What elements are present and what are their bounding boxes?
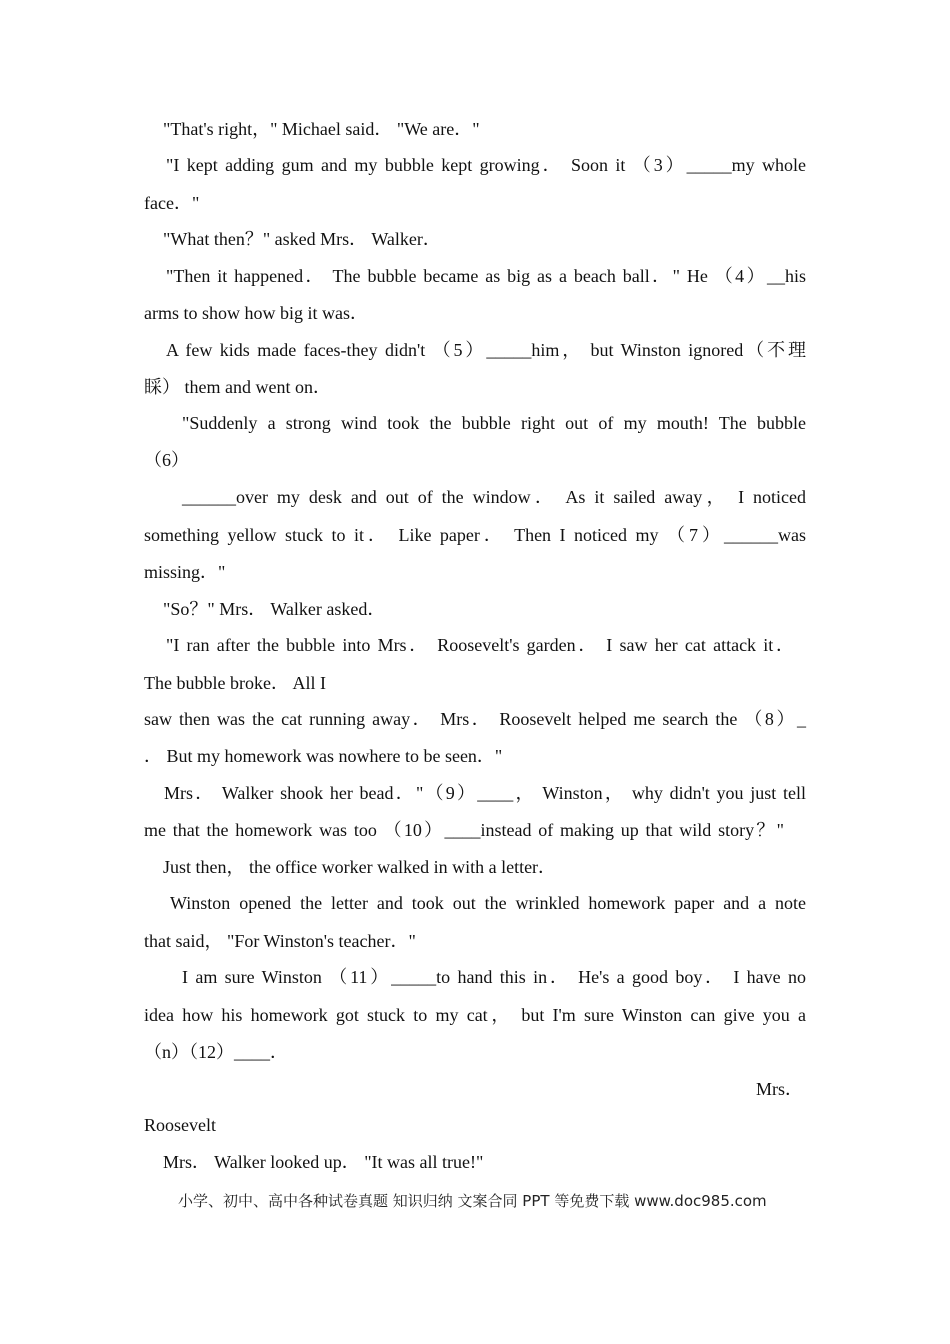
text-line: ． But my homework was nowhere to be seen．" [144,746,503,766]
text-line: face．" [144,193,200,213]
text-line: idea how his homework got stuck to my cat， but I'm sure Winston can give you a [144,1005,806,1025]
text-line: saw then was the cat running away． Mrs． Roosevelt helped me search the （8）_ [144,709,806,729]
text-line: （6） [144,450,189,470]
text-line: The bubble broke． All I [144,673,326,693]
text-line: "What then？" asked Mrs． Walker． [163,229,441,249]
text-line: 睬） them and went on． [144,377,331,397]
signature-title: Mrs． [756,1079,804,1099]
text-line: arms to show how big it was． [144,303,368,323]
text-line: Winston opened the letter and took out the wrinkled homework paper and a note [170,893,806,913]
text-line: Mrs． Walker looked up． "It was all true!" [163,1152,484,1172]
text-line: ______over my desk and out of the window． As it sailed away， I noticed [182,487,806,507]
text-line: "So？" Mrs． Walker asked． [163,599,386,619]
text-line: Mrs． Walker shook her bead．"（9）____， Winston， why didn't you just tell [164,783,806,803]
text-line: that said， "For Winston's teacher．" [144,931,416,951]
text-line: "That's right，" Michael said． "We are．" [163,119,480,139]
text-line: A few kids made faces-they didn't （5）_____him， but Winston ignored（不理 [166,340,806,360]
text-line: missing．" [144,562,226,582]
signature-name: Roosevelt [144,1115,216,1135]
text-line: me that the homework was too （10）____instead of making up that wild story？" [144,820,784,840]
text-line: （n）（12）____． [144,1042,288,1062]
text-line: "Then it happened． The bubble became as big as a beach ball．" He （4）__his [166,266,806,286]
page-footer: 小学、初中、高中各种试卷真题 知识归纳 文案合同 PPT 等免费下载 www.doc985.com [178,1192,767,1210]
text-line: "Suddenly a strong wind took the bubble right out of my mouth! The bubble [182,413,806,433]
text-line: "I kept adding gum and my bubble kept growing． Soon it （3）_____my whole [166,155,806,175]
text-line: "I ran after the bubble into Mrs． Roosevelt's garden． I saw her cat attack it． [166,635,794,655]
text-line: something yellow stuck to it． Like paper． Then I noticed my （7）______was [144,525,806,545]
text-line: Just then， the office worker walked in with a letter． [163,857,557,877]
text-line: I am sure Winston （11）_____to hand this in． He's a good boy． I have no [182,967,806,987]
